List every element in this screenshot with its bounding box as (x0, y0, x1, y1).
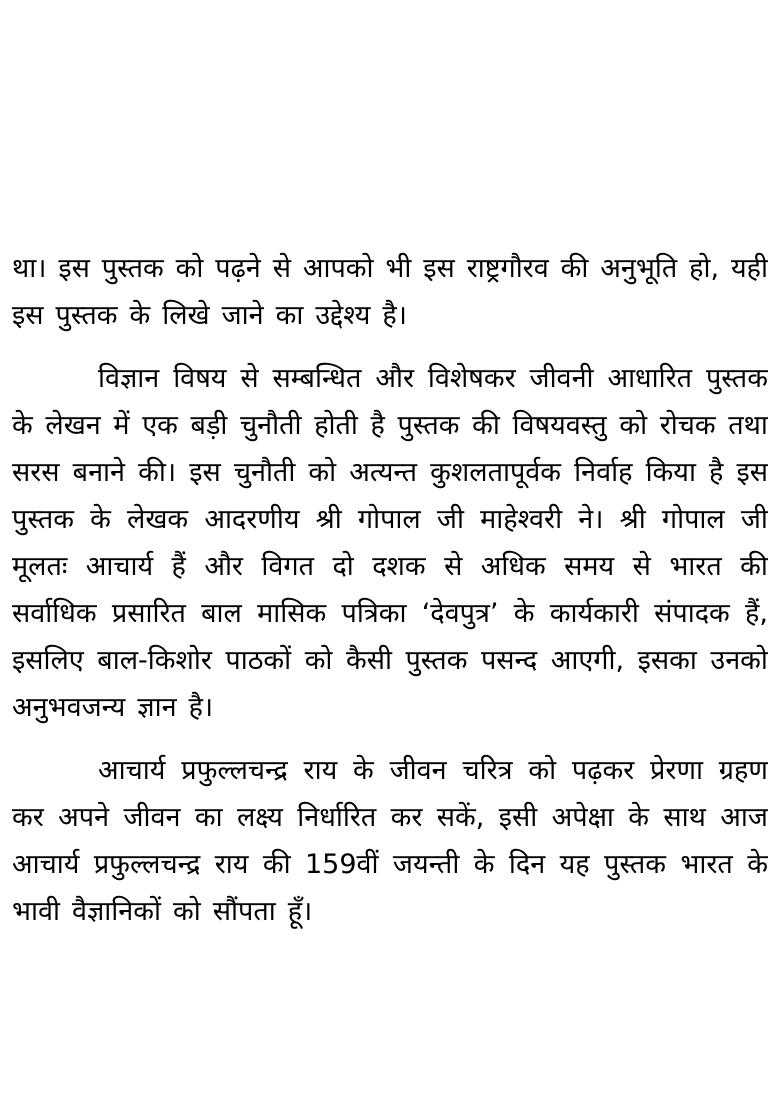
paragraph-2-line-2 (12, 405, 768, 447)
word: प्रफुल्लचन्द्र (181, 755, 288, 786)
word: भारत (669, 551, 722, 582)
word: ज्ञान (137, 692, 177, 723)
word: सरस (12, 457, 60, 488)
word: आचार्य (98, 755, 166, 786)
word: है (370, 410, 385, 441)
paragraph-2-line-1 (12, 358, 768, 400)
word: माहेश्वरी (480, 504, 563, 535)
word: आपको (302, 253, 374, 284)
word: हैं, (745, 598, 768, 629)
word: प्रफुल्लचन्द्र (93, 849, 201, 880)
word: कर (390, 802, 423, 833)
word: भावी (12, 896, 60, 927)
word: विगत (261, 551, 315, 582)
word: पुस्तक (604, 849, 666, 880)
paragraph-1-line-1 (12, 248, 768, 290)
word: लक्ष्य (236, 802, 283, 833)
paragraph-3-line-3 (12, 844, 768, 886)
paragraph-2-line-6 (12, 593, 768, 635)
word: साथ (663, 802, 706, 833)
word: ‘देवपुत्र’ (421, 598, 499, 629)
word: बनाने (72, 457, 126, 488)
word: प्रेरणा (650, 755, 703, 786)
word: आदरणीय (204, 504, 300, 535)
word: निर्वाह (574, 457, 633, 488)
word: प्रसारित (111, 598, 186, 629)
word: उद्देश्य (315, 300, 371, 331)
word: इस (58, 253, 90, 284)
word: सौंपता (212, 896, 276, 927)
word: तथा (728, 410, 768, 441)
word: यह (559, 849, 590, 880)
word: एक (142, 410, 178, 441)
word: जी (436, 504, 464, 535)
word: है। (188, 692, 214, 723)
word: के (628, 802, 650, 833)
paragraph-3-line-4 (12, 891, 768, 933)
word: है (709, 457, 724, 488)
word: दिन (508, 849, 546, 880)
word: चुनौती (233, 457, 296, 488)
paragraph-3-line-1 (12, 750, 768, 792)
word: विषयवस्तु (512, 410, 607, 441)
word: के (473, 849, 495, 880)
word: आधारित (607, 363, 693, 394)
word: के (129, 300, 151, 331)
word: हैं (171, 551, 186, 582)
word: जाने (221, 300, 264, 331)
word: जीवनी (529, 363, 594, 394)
word: सर्वाधिक (12, 598, 97, 629)
word: इसलिए (12, 645, 84, 676)
word: अपेक्षा (551, 802, 614, 833)
word: लिखे (162, 300, 210, 331)
word: निर्धारित (297, 802, 377, 833)
word: को (175, 253, 204, 284)
word: आज (720, 802, 768, 833)
word: इस (736, 457, 768, 488)
word: के (513, 598, 535, 629)
word: के (747, 849, 768, 880)
word: ने। (578, 504, 604, 535)
word: कार्यकारी (549, 598, 639, 629)
word: अनुभूति (600, 253, 678, 284)
word: से (240, 363, 259, 394)
word: की (262, 849, 291, 880)
word: जीवन (389, 755, 447, 786)
word: मासिक (257, 598, 327, 629)
word: विज्ञान (98, 363, 160, 394)
word: श्री (315, 504, 342, 535)
word: उनको (710, 645, 768, 676)
word: से (272, 253, 291, 284)
paragraph-2-line-8 (12, 687, 768, 729)
word: अपने (58, 802, 110, 833)
word: पुस्तक (55, 300, 118, 331)
word: को (619, 410, 648, 441)
word: अधिक (480, 551, 546, 582)
word: का (275, 300, 304, 331)
word: राय (214, 849, 249, 880)
word: लेखन (45, 410, 101, 441)
word: बाल-किशोर (97, 645, 212, 676)
word: के (12, 410, 33, 441)
word: लेखक (127, 504, 189, 535)
word: इस (423, 253, 455, 284)
word: इसका (637, 645, 697, 676)
word: ग्रहण (718, 755, 768, 786)
word: बाल (201, 598, 242, 629)
word: भारत (680, 849, 733, 880)
word: मूलतः (12, 551, 68, 582)
word: दो (332, 551, 354, 582)
word: पढ़ने (215, 253, 261, 284)
word: सम्बन्धित (272, 363, 362, 394)
word: हूँ। (287, 896, 313, 927)
word: दशक (372, 551, 426, 582)
word: पढ़कर (571, 755, 635, 786)
word: पुस्तक (101, 253, 164, 284)
word: इसी (498, 802, 538, 833)
word: के (353, 755, 374, 786)
word: अनुभवजन्य (12, 692, 126, 723)
word: बड़ी (190, 410, 228, 441)
word: विषय (173, 363, 227, 394)
paragraph-1-line-2 (12, 295, 768, 337)
word: को (173, 896, 201, 927)
word: श्री (619, 504, 646, 535)
word: जयन्ती (392, 849, 460, 880)
word: में (113, 410, 130, 441)
paragraph-2-line-5 (12, 546, 768, 588)
word: जी (740, 504, 768, 535)
word: को (308, 457, 337, 488)
word: था। (12, 253, 47, 284)
word: गोपाल (357, 504, 421, 535)
word: पुस्तक (705, 363, 768, 394)
word: और (204, 551, 243, 582)
word: विशेषकर (427, 363, 516, 394)
word: पुस्तक (397, 410, 460, 441)
word: की (560, 253, 589, 284)
word: इस (189, 457, 221, 488)
word: पुस्तक (12, 504, 74, 535)
word: पाठकों (225, 645, 292, 676)
word: किया (645, 457, 696, 488)
word: इस (12, 300, 44, 331)
word: और (375, 363, 414, 394)
word: की (472, 410, 500, 441)
word: को (528, 755, 557, 786)
word: गोपाल (661, 504, 725, 535)
word: 159वीं (304, 849, 379, 880)
word: अत्यन्त (349, 457, 418, 488)
paragraph-2-line-4 (12, 499, 768, 541)
word: की (740, 551, 768, 582)
word: पुस्तक (405, 645, 468, 676)
word: आचार्य (12, 849, 80, 880)
word: हो, (689, 253, 720, 284)
word: पत्रिका (341, 598, 407, 629)
word: संपादक (654, 598, 730, 629)
word: पसन्द (480, 645, 538, 676)
word: जीवन (123, 802, 181, 833)
paragraph-3-line-2 (12, 797, 768, 839)
paragraph-2-line-3 (12, 452, 768, 494)
word: चरित्र (462, 755, 513, 786)
word: के (90, 504, 111, 535)
word: कर (12, 802, 44, 833)
word: से (632, 551, 651, 582)
word: को (304, 645, 333, 676)
word: रोचक (659, 410, 716, 441)
word: आचार्य (85, 551, 154, 582)
word: कैसी (345, 645, 392, 676)
word: राय (303, 755, 338, 786)
word: वैज्ञानिकों (71, 896, 162, 927)
word: राष्ट्रगौरव (466, 253, 549, 284)
paragraph-2-line-7 (12, 640, 768, 682)
word: आएगी, (550, 645, 625, 676)
word: का (194, 802, 223, 833)
word: होती (314, 410, 358, 441)
word: कुशलतापूर्वक (430, 457, 562, 488)
word: भी (385, 253, 412, 284)
word: यही (730, 253, 768, 284)
word: की। (138, 457, 177, 488)
word: चुनौती (240, 410, 302, 441)
word: से (444, 551, 463, 582)
word: समय (564, 551, 615, 582)
word: है। (382, 300, 407, 331)
word: सकें, (436, 802, 485, 833)
